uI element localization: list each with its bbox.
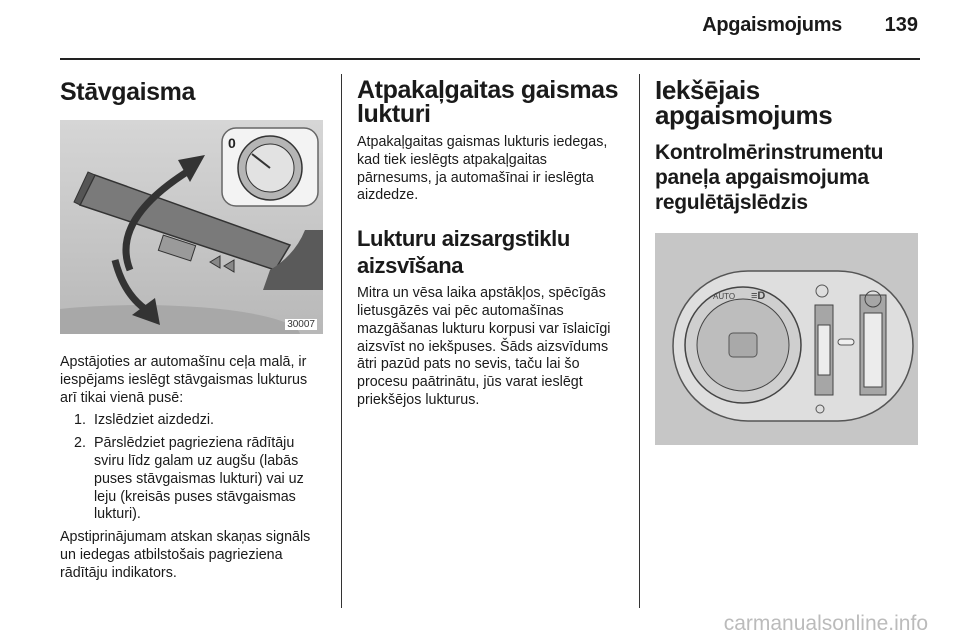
turn-signal-lever-illustration: [60, 120, 323, 334]
column-2: [357, 74, 622, 410]
paragraph-confirmation: Apstiprinājumam atskan skaņas signāls un iedegas atbilstošais pagrieziena rādītāju indikators.: [60, 529, 311, 581]
section-heading-interior-lighting: Iekšējais apgaismojums: [655, 75, 833, 130]
step-text: Pārslēdziet pagrieziena rādītāju sviru līdz galam uz augšu (labās puses stāvgaismas lukturi) vai uz leju (kreisās puses stāvgaismas lukturi).: [94, 435, 304, 523]
auto-label: AUTO: [713, 292, 736, 301]
section-heading-fogging: Lukturu aizsargstiklu aizsvīšana: [357, 226, 570, 279]
page-header-title: Apgaismojums: [702, 14, 842, 36]
section-heading-reversing-lights: Atpakaļgaitas gaismas lukturi: [357, 76, 619, 128]
subsection-heading-dimmer: Kontrolmērinstrumentu paneļa apgaismojuma regulētājslēdzis: [655, 141, 884, 214]
watermark: carmanualsonline.info: [723, 612, 928, 635]
column-3: [655, 74, 920, 445]
paragraph-reversing-lights: Atpakaļgaitas gaismas lukturis iedegas, kad tiek ieslēgts atpakaļgaitas pārnesums, ja automašīnai ir ieslēgta aizdedze.: [357, 134, 608, 204]
svg-text:0: 0: [228, 135, 236, 151]
paragraph-fogging: Mitra un vēsa laika apstākļos, spēcīgās lietusgāzēs vai pēc automašīnas mazgāšanas lukturu korpusi var īslaicīgi aizsvīst no iekšpuses. Šāds aizsvīdums ātri pazūd pats no sevis, taču lai šo procesu paātrinātu, jūs varat ieslēgt priekšējos lukturus.: [357, 285, 611, 408]
page-number: 139: [884, 14, 918, 36]
column-separator-2: [639, 74, 640, 608]
column-separator-1: [341, 74, 342, 608]
steps-list: [74, 412, 325, 524]
list-item: [74, 412, 325, 430]
paragraph-parking-intro: Apstājoties ar automašīnu ceļa malā, ir iespējams ieslēgt stāvgaismas lukturus arī tikai vienā pusē:: [60, 354, 308, 406]
step-number: 2.: [74, 435, 86, 452]
section-heading-parking-lights: Stāvgaisma: [60, 78, 195, 106]
step-number: 1.: [74, 412, 86, 429]
figure-number: 30007: [287, 319, 315, 330]
list-item: [74, 435, 325, 524]
figure-light-switch-panel: [655, 233, 918, 445]
column-1: [60, 74, 325, 583]
svg-text:≡D: ≡D: [751, 290, 766, 302]
step-text: Izslēdziet aizdedzi.: [94, 412, 214, 429]
header-rule: [60, 58, 920, 60]
figure-turn-signal-lever: [60, 120, 323, 334]
light-switch-panel-illustration: [655, 233, 918, 445]
